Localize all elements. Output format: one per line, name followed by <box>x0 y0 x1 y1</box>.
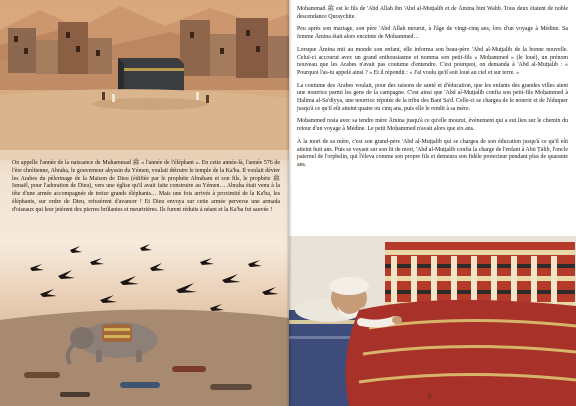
paragraph-grandfather: À la mort de sa mère, c'est son grand-père 'Abd al-Muṭṭalib qui se chargea de son éducation jusqu'à ce qu'il eût atteint huit ans. Puis se voyant sur son lit de mort, 'Abd al-Muṭṭalib confia la charge de l'enfant à Abū Ṭālib, l'oncle paternel de l'orphelin, qui l'éleva comme son propre fils et demeura son fidèle protecteur pendant plus de quarante ans. <box>297 138 568 168</box>
right-page <box>289 0 576 406</box>
elder-on-deathbed-illustration <box>289 236 576 406</box>
paragraph-wet-nurse: La coutume des Arabes voulait, pour des raisons de santé et d'éducation, que les enfants des grandes villes aient une nourrice parmi les gens de la campagne. C'est ainsi que 'Abd al-Muṭṭalib confia son petit-fils Moḥammed à Ḥalīma al-Sa'diyya, une nourrice réputée de la tribu des Banī Sa'd. Celle-ci se chargea de le nourrir et de l'éduquer jusqu'à ce qu'il eût atteint quatre ou cinq ans, puis elle le rendit à sa mère. <box>297 82 568 112</box>
book-gutter <box>286 0 292 406</box>
paragraph-parents: Mohammad ﷺ est le fils de 'Abd Allah ibn 'Abd al-Muṭṭalib et de Āmina bint Wahb. Tous deux étaient de noble descendance Quraychite. <box>297 6 568 20</box>
page-number: 5 <box>428 394 432 400</box>
paragraph-mother-death: Moḥammed resta avec sa tendre mère Āmina jusqu'à ce qu'elle mourut, évènement qui a eut lieu sur le chemin du retour d'un voyage à Médine. Le petit Moḥammed n'avait alors que six ans. <box>297 118 568 133</box>
paragraph-naming: Lorsque Āmina mit au monde son enfant, elle informa son beau-père 'Abd al-Muṭṭalib de la bonne nouvelle. Celui-ci accourut avec un grand enthousiasme et nomma son petit-fils « Moḥammed » (le loué), un prénom nouveau que les Arabes n'avait pas coutume d'entendre. C'est pourquoi, on demanda à 'Abd al-Muṭṭalib : « Pourquoi l'as-tu appelé ainsi ? » Et il répondit : « J'ai voulu qu'il soit loué au ciel et sur terre. » <box>297 46 568 76</box>
right-text-block <box>297 6 568 175</box>
left-paragraph: On appelle l'année de la naissance de Muhammad ﷺ « l'année de l'éléphant ». En cette année-là, l'année 576 de l'ère chrétienne, Abraha, le gouverneur abyssin du Yémen, voulait détruire le temple de la Ka'ba. Il voulait dévier les Arabes du pèlerinage de la Maison de Dieu (édifiée par le prophète Abraham et son fils, le prophète ﷺ Ismaël, pour l'adoration de Dieu), vers une église qu'il avait faite construire au Yémen… Abraha était venu à la tête d'une armée accompagnée de treize grands éléphants… Mais une fois arrivés à proximité de la Ka'ba, les éléphants, sur ordre de Dieu, refusèrent d'avancer ! Et Dieu envoya sur cette armée perverse une armada d'oiseaux qui leur jetèrent des pierres brûlantes et meurtrières. Ils furent réduits à néant et la Ka'ba fut sauvée ! <box>12 160 280 213</box>
paragraph-father-death: Peu après son mariage, son père 'Abd Allah mourut, à l'âge de vingt-cinq ans, lors d'un voyage à Médine. Sa femme Āmina était alors enceinte de Mohammed… <box>297 26 568 41</box>
